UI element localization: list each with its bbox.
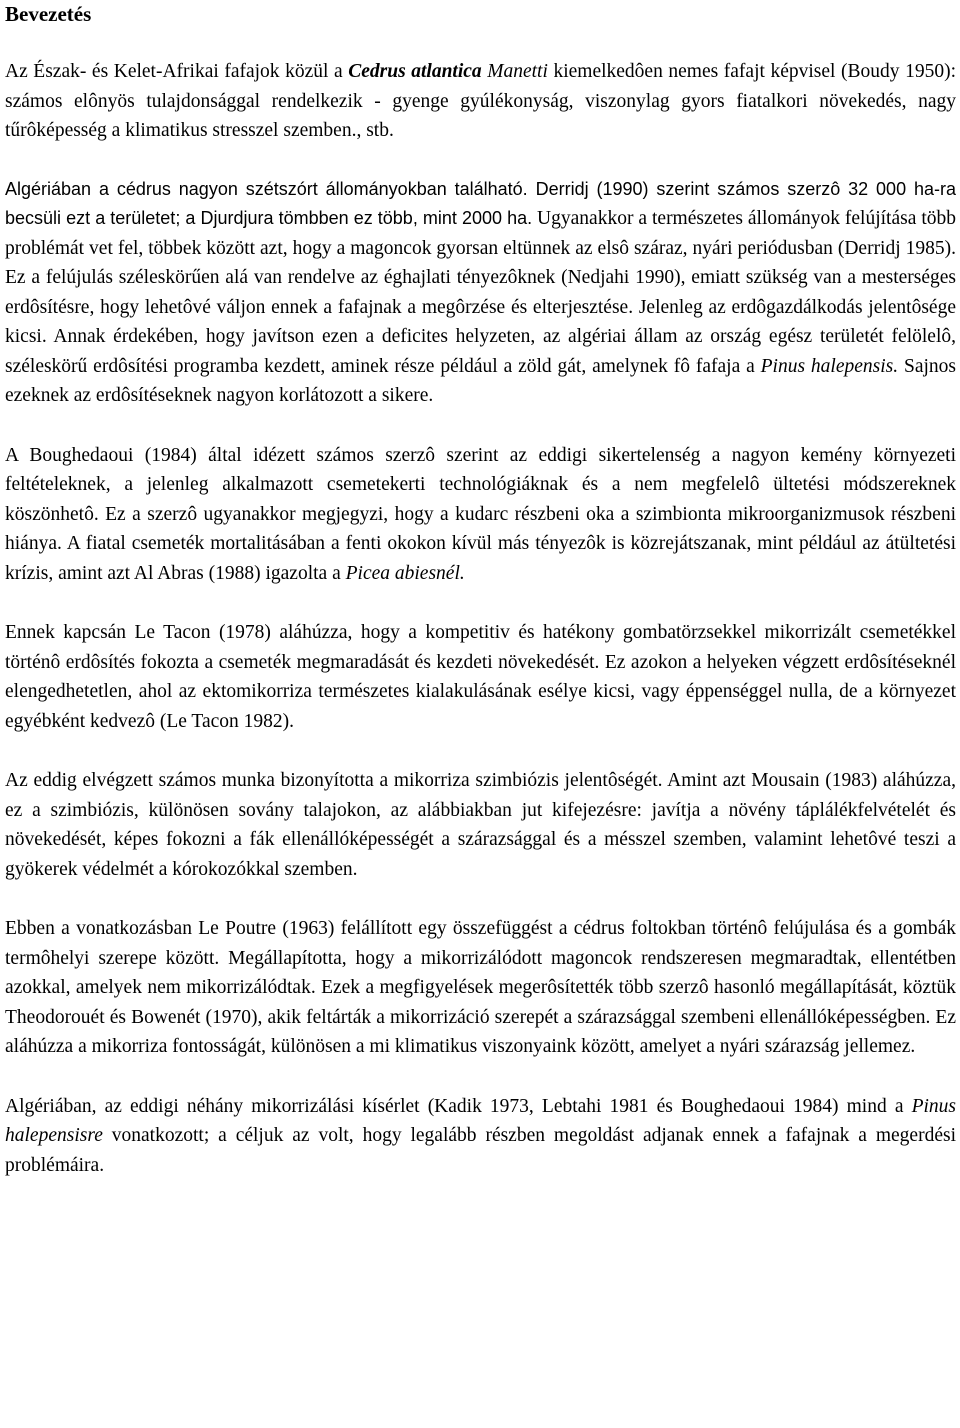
document-page (5, 0, 956, 1180)
text-run: kiemelkedôen nemes fafajt képvisel (Boudy 1950): számos elônyös tulajdonsággal rendelkezik - gyenge gyúlékonyság, viszonylag gyors fiatalkori növekedés, nagy tűrôképesség a klimatikus stresszel szemben., stb. (5, 61, 957, 141)
text-run: Algériában, az eddigi néhány mikorrizálási kísérlet (Kadik 1973, Lebtahi 1981 és Boughedaoui 1984) mind a (5, 1095, 912, 1117)
text-run: A Boughedaoui (1984) által idézett számos szerzô szerint az eddigi sikertelenség a nagyon kemény környezeti feltételeknek, a jelenleg alkalmazott csemetekerti technológiáknak és a nem megfelelô ültetési módszereknek köszönhetô. Ez a szerzô ugyanakkor megjegyzi, hogy a kudarc részbeni oka a szimbionta mikroorganizmusok részbeni hiánya. A fiatal csemeték mortalitásában a fenti okokon kívül más tényezôk is közrejátszanak, mint például az átültetési krízis, amint azt Al Abras (1988) igazolta a (5, 444, 956, 584)
text-run: Az Észak- és Kelet-Afrikai fafajok közül a (5, 61, 349, 82)
paragraph-algeria (5, 175, 956, 411)
species-name: Picea abiesnél. (345, 562, 465, 584)
species-author: Manetti (487, 61, 548, 82)
species-name: Pinus halepensis. (760, 355, 899, 377)
paragraph-le-poutre: Ebben a vonatkozásban Le Poutre (1963) felállított egy összefüggést a cédrus foltokban történô felújulása és a gombák termôhelyi szerepe között. Megállapította, hogy a mikorrizálódott magoncok rendszeresen megmaradtak, ellentétben azokkal, amelyek nem mikorrizálódtak. Ezek a megfigyelések megerôsítették több szerzô hasonló megállapítását, köztük Theodorouét és Bowenét (1970), akik feltárták a mikorrizáció szerepét a szárazsággal szembeni ellenállóképességben. Ez aláhúzza a mikorriza fontosságát, különösen a mi klimatikus viszonyaink között, amelyet a nyári szárazság jellemez. (5, 918, 956, 1057)
section-heading: Bevezetés (5, 2, 92, 26)
paragraph-mousain: Az eddig elvégzett számos munka bizonyította a mikorriza szimbiózis jelentôségét. Amint azt Mousain (1983) aláhúzza, ez a szimbiózis, különösen sovány talajokon, az alábbiakban jut kifejezésre: javítja a növény táplálékfelvételét és növekedését, képes fokozni a fák ellenállóképességét a szárazsággal és a mésszel szemben, valamint lehetôvé teszi a gyökerek védelmét a kórokozókkal szemben. (5, 770, 956, 880)
text-run-sans: Algériában a cédrus nagyon szétszórt állományokban található. Derridj (1990) szerint számos szerzô 32 000 ha-ra becsüli ezt a területet; a Djurdjura tömbben ez több, mint 2000 ha. (5, 178, 956, 228)
paragraph-boughedaoui (5, 441, 956, 589)
text-run: vonatkozott; a céljuk az volt, hogy legalább részben megoldást adjanak ennek a fafajnak a megerdési problémáira. (5, 1125, 956, 1176)
paragraph-le-tacon: Ennek kapcsán Le Tacon (1978) aláhúzza, hogy a kompetitiv és hatékony gombatörzsekkel mikorrizált csemetékkel történô erdôsítés fokozta a csemeték megmaradását és kezdeti növekedését. Ez azokon a helyeken végzett erdôsítéseknél elengedhetetlen, ahol az ektomikorriza természetes kialakulásának esélye kicsi, vagy éppenséggel nulla, de a környezet egyébként kedvezô (Le Tacon 1982). (5, 622, 956, 732)
text-run: Annak érdekében, hogy javítson ezen a deficites helyzeten, az algériai állam az ország egész területét felölelô, széleskörű erdôsítési programba kezdett, aminek része például a zöld gát, amelynek fô fafaja a (5, 326, 956, 377)
paragraph-algeria-experiments (5, 1092, 956, 1181)
species-name: Cedrus atlantica (348, 61, 482, 82)
species-name: Pinus halepensisre (5, 1095, 956, 1146)
text-run: Ugyanakkor a természetes állományok felújítása több problémát vet fel, többek között azt, hogy a magoncok gyorsan eltünnek az elsô száraz, nyári periódusban (Derridj 1985). Ez a felújulás széleskörűen alá van rendelve az éghajlati tényezôknek (Nedjahi 1990), emiatt szükség van a mesterséges erdôsítésre, hogy lehetôvé váljon ennek a fafajnak a megôrzése és elterjesztése. Jelenleg az erdôgazdálkodás jelentôsége kicsi. (5, 208, 956, 347)
paragraph-intro (5, 57, 956, 146)
text-run: Sajnos ezeknek az erdôsítéseknek nagyon korlátozott a sikere. (5, 355, 956, 406)
